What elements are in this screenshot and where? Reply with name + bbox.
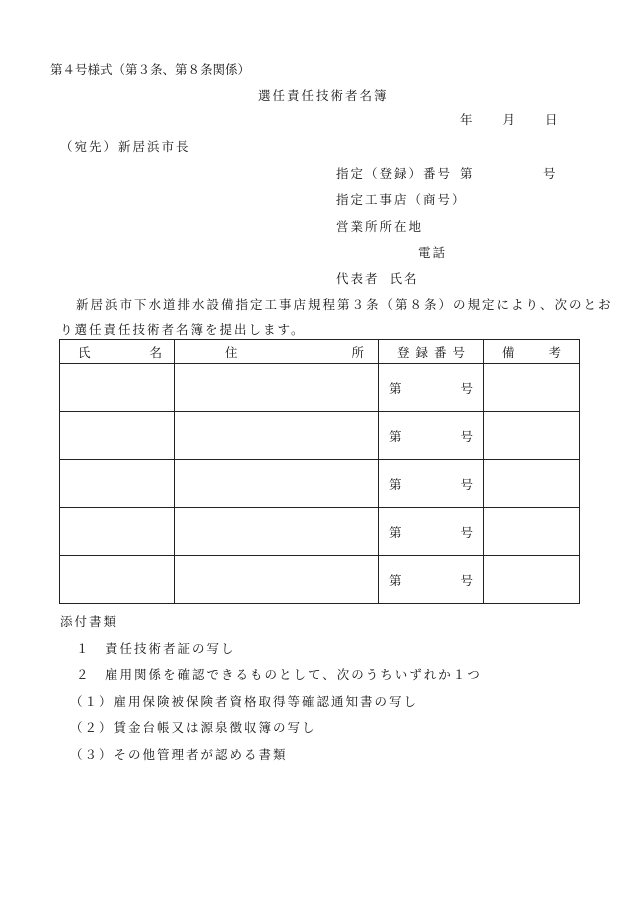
rep-line <box>336 269 419 287</box>
registration-cell[interactable]: 第 号 <box>379 412 484 460</box>
header-remarks: 備 考 <box>484 340 580 364</box>
address-cell[interactable] <box>175 508 379 556</box>
registration-cell[interactable]: 第 号 <box>379 556 484 604</box>
date-month: 月 <box>502 112 516 127</box>
header-name: 氏 名 <box>60 340 175 364</box>
technician-table <box>59 339 580 604</box>
addressee: （宛先）新居浜市長 <box>60 139 191 154</box>
remarks-cell[interactable] <box>484 460 580 508</box>
page-title: 選任責任技術者名簿 <box>258 88 389 103</box>
name-cell[interactable] <box>60 556 175 604</box>
reg-number-suffix: 号 <box>543 166 556 181</box>
address-cell[interactable] <box>175 364 379 412</box>
registration-cell[interactable]: 第 号 <box>379 364 484 412</box>
body-text-line2: り選任責任技術者名簿を提出します。 <box>60 322 306 337</box>
remarks-cell[interactable] <box>484 364 580 412</box>
attachment-item: （２）賃金台帳又は源泉徴収簿の写し <box>70 720 317 735</box>
form-id: 第４号様式（第３条、第８条関係） <box>50 62 251 77</box>
attachment-item: １ 責任技術者証の写し <box>76 641 236 656</box>
attachment-item: ２ 雇用関係を確認できるものとして、次のうちいずれか１つ <box>76 667 482 682</box>
date-line <box>460 110 558 128</box>
attachment-item: （１）雇用保険被保険者資格取得等確認通知書の写し <box>70 694 419 709</box>
date-year: 年 <box>460 112 473 127</box>
body-text-line1: 新居浜市下水道排水設備指定工事店規程第３条（第８条）の規定により、次のとお <box>76 297 613 312</box>
rep-label: 代表者 <box>336 271 380 286</box>
phone-label: 電話 <box>418 245 448 260</box>
name-cell[interactable] <box>60 364 175 412</box>
name-cell[interactable] <box>60 412 175 460</box>
remarks-cell[interactable] <box>484 412 580 460</box>
date-day: 日 <box>545 112 558 127</box>
address-cell[interactable] <box>175 460 379 508</box>
registration-cell[interactable]: 第 号 <box>379 508 484 556</box>
reg-number-label: 指定（登録）番号 <box>336 166 453 181</box>
rep-name-label: 氏名 <box>389 271 419 286</box>
address-cell[interactable] <box>175 556 379 604</box>
header-address: 住 所 <box>175 340 379 364</box>
remarks-cell[interactable] <box>484 556 580 604</box>
reg-number-prefix: 第 <box>460 166 473 181</box>
attachments-heading: 添付書類 <box>60 614 119 629</box>
name-cell[interactable] <box>60 460 175 508</box>
address-cell[interactable] <box>175 412 379 460</box>
table-row <box>60 364 580 412</box>
remarks-cell[interactable] <box>484 508 580 556</box>
table-row <box>60 460 580 508</box>
attachment-item: （３）その他管理者が認める書類 <box>70 747 288 762</box>
office-label: 営業所所在地 <box>336 219 424 234</box>
header-registration: 登 録 番 号 <box>379 340 484 364</box>
table-row <box>60 556 580 604</box>
shop-label: 指定工事店（商号） <box>336 192 467 207</box>
table-row <box>60 412 580 460</box>
table-row <box>60 508 580 556</box>
name-cell[interactable] <box>60 508 175 556</box>
table-header-row <box>60 340 580 364</box>
registration-cell[interactable]: 第 号 <box>379 460 484 508</box>
